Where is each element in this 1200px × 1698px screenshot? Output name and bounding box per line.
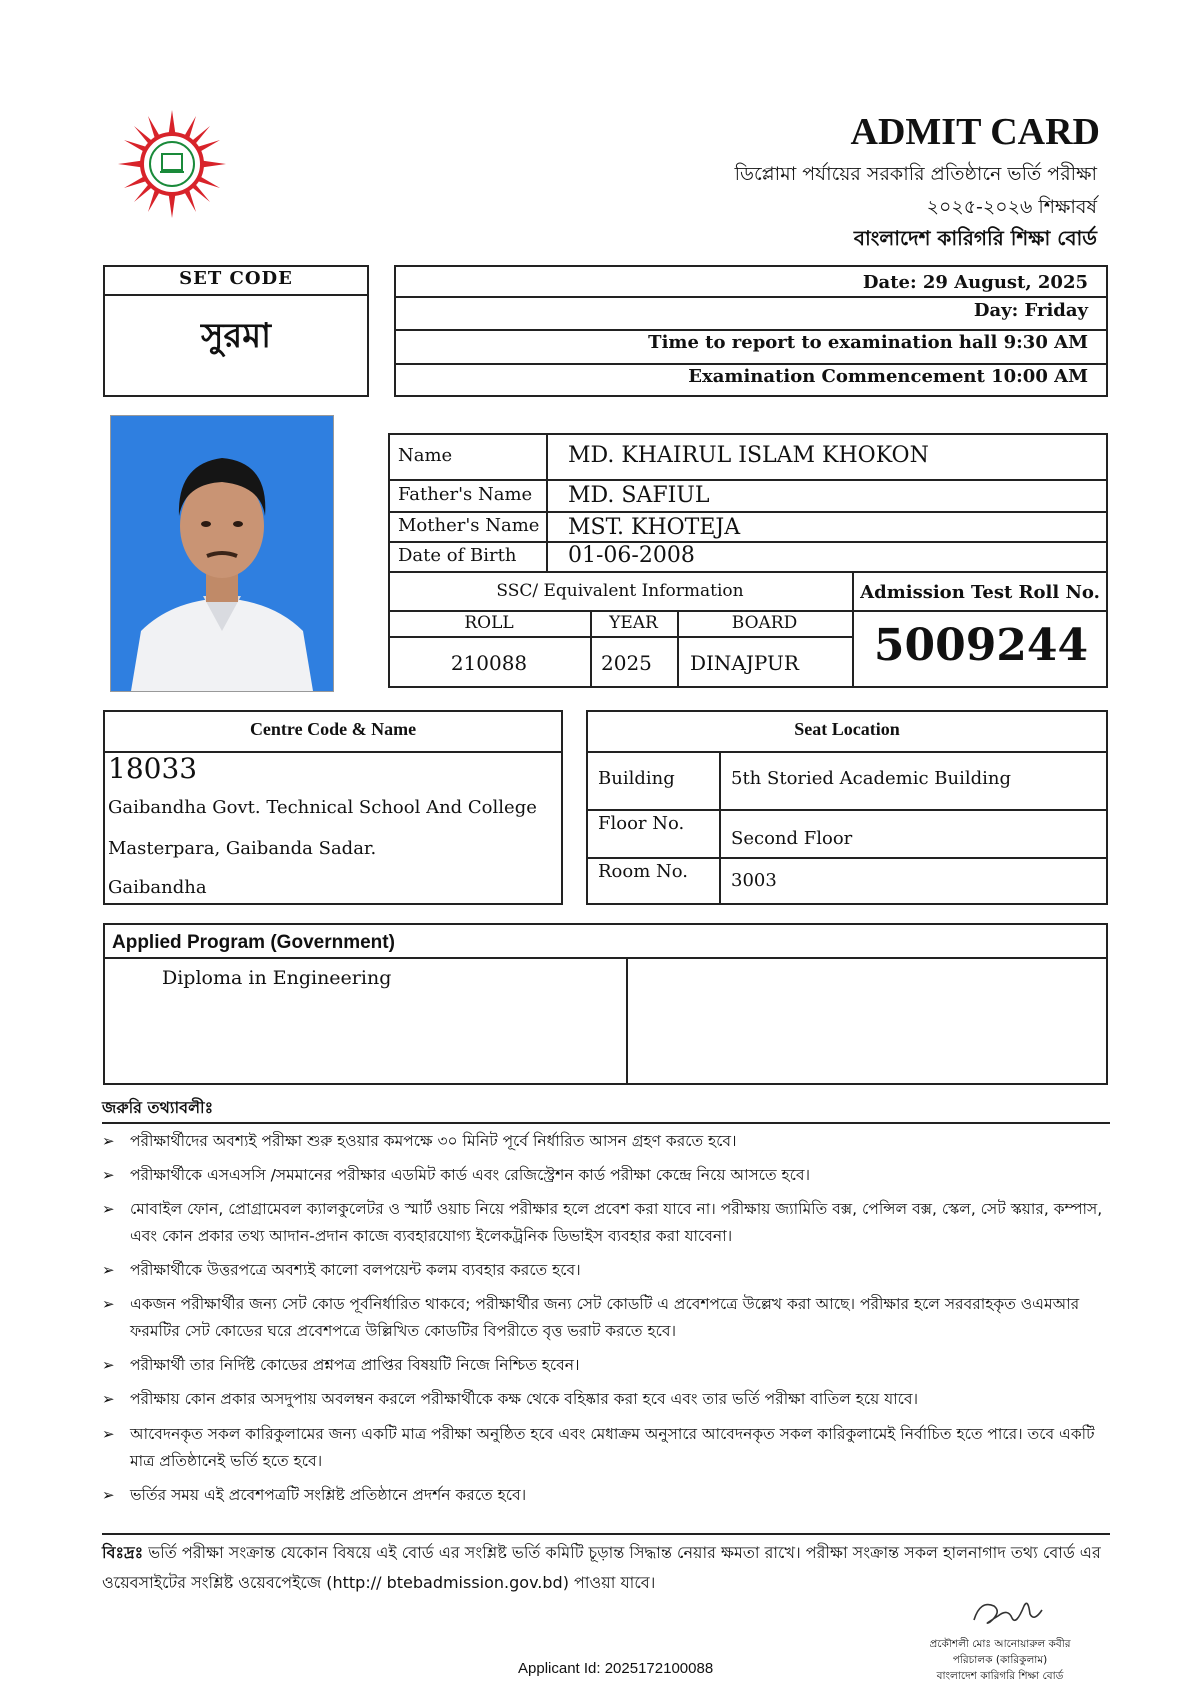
bullet-arrow-icon: ➢	[102, 1132, 115, 1150]
note-text: পরীক্ষায় কোন প্রকার অসদুপায় অবলম্বন করলে পরীক্ষার্থীকে কক্ষ থেকে বহিষ্কার করা হবে এবং তার ভর্তি পরীক্ষা বাতিল হয়ে যাবে।	[130, 1390, 919, 1408]
exam-day: Day: Friday	[973, 300, 1088, 321]
note-text: একজন পরীক্ষার্থীর জন্য সেট কোড পূর্বনির্ধারিত থাকবে; পরীক্ষার্থীর জন্য সেট কোডটি এ প্রবেশপত্রে উল্লেখ করা আছে। পরীক্ষার হলে সরবরাহকৃত ওএমআর ফরমটির সেট কোডের ঘরে প্রবেশপত্রে উল্লিখিত কোডটির বিপরীতে বৃত্ত ভরাট করতে হবে।	[130, 1295, 1080, 1340]
page-title: ADMIT CARD	[850, 111, 1100, 153]
bullet-arrow-icon: ➢	[102, 1261, 115, 1279]
bullet-arrow-icon: ➢	[102, 1166, 115, 1184]
program-value: Diploma in Engineering	[162, 967, 392, 989]
floor-label: Floor No.	[598, 813, 685, 834]
room-label: Room No.	[598, 861, 689, 882]
program-header: Applied Program (Government)	[112, 932, 395, 953]
bullet-arrow-icon: ➢	[102, 1390, 115, 1408]
centre-name: Gaibandha Govt. Technical School And College	[108, 797, 537, 818]
note-item	[102, 1196, 1114, 1250]
note-text: পরীক্ষার্থী তার নির্দিষ্ট কোডের প্রশ্নপত্র প্রাপ্তির বিষয়টি নিজে নিশ্চিত হবেন।	[130, 1356, 580, 1374]
bullet-arrow-icon: ➢	[102, 1356, 115, 1374]
person-photo-icon	[111, 416, 333, 691]
ssc-roll: 210088	[450, 651, 528, 675]
dob-label: Date of Birth	[398, 545, 517, 566]
bullet-arrow-icon: ➢	[102, 1486, 115, 1504]
note-item	[102, 1352, 1114, 1379]
footnote-label: বিঃদ্রঃ	[102, 1543, 144, 1562]
mother-name-label: Mother's Name	[398, 515, 540, 536]
centre-header: Centre Code & Name	[249, 719, 417, 739]
father-name: MD. SAFIUL	[568, 483, 710, 508]
exam-date: Date: 29 August, 2025	[862, 272, 1088, 293]
note-text: পরীক্ষার্থীকে উত্তরপত্রে অবশ্যই কালো বলপয়েন্ট কলম ব্যবহার করতে হবে।	[130, 1261, 581, 1279]
note-item	[102, 1482, 1114, 1509]
signatory-block	[900, 1636, 1100, 1684]
mother-name: MST. KHOTEJA	[568, 515, 741, 540]
signatory-org: বাংলাদেশ কারিগরি শিক্ষা বোর্ড	[936, 1670, 1064, 1682]
ssc-year-label: YEAR	[609, 613, 658, 633]
note-item	[102, 1257, 1114, 1284]
notes-header: জরুরি তথ্যাবলীঃ	[102, 1098, 214, 1117]
signatory-name: প্রকৌশলী মোঃ আনোয়ারুল কবীর	[929, 1638, 1071, 1650]
father-name-label: Father's Name	[398, 484, 533, 505]
note-item	[102, 1128, 1114, 1155]
bullet-arrow-icon: ➢	[102, 1295, 115, 1313]
note-item	[102, 1162, 1114, 1189]
note-item	[102, 1291, 1114, 1345]
name-label: Name	[398, 445, 453, 466]
date-of-birth: 01-06-2008	[568, 543, 695, 568]
board-logo	[116, 108, 228, 220]
bullet-arrow-icon: ➢	[102, 1200, 115, 1218]
signature-icon	[968, 1592, 1048, 1632]
board-name: বাংলাদেশ কারিগরি শিক্ষা বোর্ড	[853, 226, 1097, 250]
building-value: 5th Storied Academic Building	[731, 768, 1012, 789]
footnote-text: ভর্তি পরীক্ষা সংক্রান্ত যেকোন বিষয়ে এই বোর্ড এর সংশ্লিষ্ট ভর্তি কমিটি চূড়ান্ত সিদ্ধান্ত নেয়ার ক্ষমতা রাখে। পরীক্ষা সংক্রান্ত সকল হালনাগাদ তথ্য বোর্ড এর ওয়েবসাইটের সংশ্লিষ্ট ওয়েবপেইজে (http:// btebadmission.gov.bd) পাওয়া যাবে।	[102, 1543, 1101, 1592]
note-item	[102, 1421, 1114, 1475]
applicant-name: MD. KHAIRUL ISLAM KHOKON	[568, 443, 929, 468]
ssc-header: SSC/ Equivalent Information	[496, 581, 744, 601]
exam-subtitle: ডিপ্লোমা পর্যায়ের সরকারি প্রতিষ্ঠানে ভর্তি পরীক্ষা	[734, 163, 1097, 185]
commencement-time: Examination Commencement 10:00 AM	[688, 366, 1088, 387]
set-code-label: SET CODE	[179, 268, 293, 289]
seat-header: Seat Location	[794, 719, 900, 739]
centre-address-line2: Gaibandha	[108, 877, 207, 898]
note-text: ভর্তির সময় এই প্রবেশপত্রটি সংশ্লিষ্ট প্রতিষ্ঠানে প্রদর্শন করতে হবে।	[130, 1486, 527, 1504]
set-code-value: সুরমা	[201, 316, 271, 356]
signature	[968, 1592, 1048, 1632]
admission-roll-label: Admission Test Roll No.	[860, 582, 1100, 603]
building-label: Building	[598, 768, 675, 789]
admission-roll-number: 5009244	[873, 620, 1089, 671]
ssc-year: 2025	[601, 651, 652, 675]
note-text: পরীক্ষার্থীদের অবশ্যই পরীক্ষা শুরু হওয়ার কমপক্ষে ৩০ মিনিট পূর্বে নির্ধারিত আসন গ্রহণ করতে হবে।	[130, 1132, 737, 1150]
note-text: আবেদনকৃত সকল কারিকুলামের জন্য একটি মাত্র পরীক্ষা অনুষ্ঠিত হবে এবং মেধাক্রম অনুসারে আবেদনকৃত সকল কারিকুলামেই নির্বাচিত হতে পারে। তবে একটি মাত্র প্রতিষ্ঠানেই ভর্তি হতে হবে।	[130, 1425, 1095, 1470]
applicant-id: Applicant Id: 2025172100088	[518, 1660, 714, 1677]
ssc-board: DINAJPUR	[690, 651, 799, 675]
bullet-arrow-icon: ➢	[102, 1425, 115, 1443]
floor-value: Second Floor	[731, 828, 853, 849]
note-item	[102, 1386, 1114, 1413]
board-logo-icon	[116, 108, 228, 220]
note-text: মোবাইল ফোন, প্রোগ্রামেবল ক্যালকুলেটর ও স্মার্ট ওয়াচ নিয়ে পরীক্ষার হলে প্রবেশ করা যাবে না। পরীক্ষায় জ্যামিতি বক্স, পেন্সিল বক্স, স্কেল, সেট স্কয়ার, কম্পাস, এবং কোন প্রকার তথ্য আদান-প্রদান কাজে ব্যবহারযোগ্য ইলেকট্রনিক ডিভাইস ব্যবহার করা যাবেনা।	[130, 1200, 1103, 1245]
signatory-title: পরিচালক (কারিকুলাম)	[952, 1654, 1048, 1666]
applicant-photo	[110, 415, 334, 692]
ssc-board-label: BOARD	[731, 613, 798, 633]
report-time: Time to report to examination hall 9:30 AM	[648, 332, 1088, 353]
centre-address-line1: Masterpara, Gaibanda Sadar.	[108, 838, 377, 859]
centre-code: 18033	[108, 752, 198, 785]
ssc-roll-label: ROLL	[464, 613, 514, 633]
note-text: পরীক্ষার্থীকে এসএসসি /সমমানের পরীক্ষার এডমিট কার্ড এবং রেজিস্ট্রেশন কার্ড পরীক্ষা কেন্দ্রে নিয়ে আসতে হবে।	[130, 1166, 811, 1184]
room-value: 3003	[731, 870, 777, 891]
academic-year: ২০২৫-২০২৬ শিক্ষাবর্ষ	[926, 196, 1097, 218]
footnote	[102, 1538, 1112, 1598]
